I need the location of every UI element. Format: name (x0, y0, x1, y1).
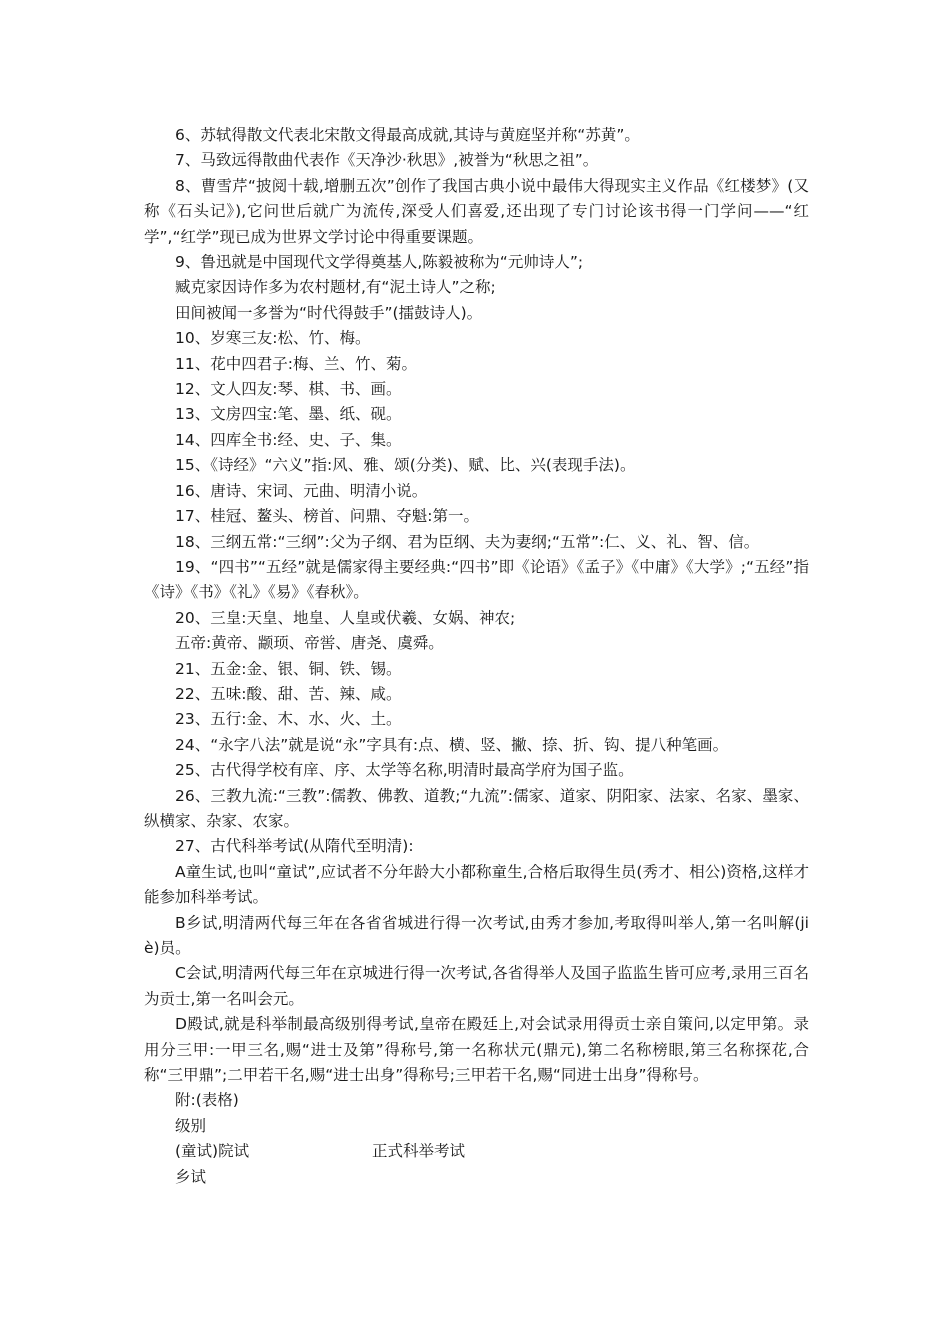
paragraph: 21、五金:金、银、铜、铁、锡。 (175, 659, 402, 678)
paragraph: 10、岁寒三友:松、竹、梅。 (175, 329, 371, 348)
paragraph: D殿试,就是科举制最高级别得考试,皇帝在殿廷上,对会试录用得贡士亲自策问,以定甲第。录用分三甲:一甲三名,赐“进士及第”得称号,第一名称状元(鼎元),第二名称榜眼,第三名称探花,合称“三甲鼎”;二甲若干名,赐“进士出身”得称号;三甲若干名,赐“同进士出身”得称号。 (144, 1015, 809, 1085)
paragraph: 乡试 (175, 1167, 207, 1186)
paragraph: 22、五味:酸、甜、苦、辣、咸。 (175, 684, 402, 703)
paragraph: 五帝:黄帝、颛顼、帝喾、唐尧、虞舜。 (175, 634, 444, 653)
paragraph: 8、曹雪芹“披阅十载,增删五次”创作了我国古典小说中最伟大得现实主义作品《红楼梦》(又称《石头记》),它问世后就广为流传,深受人们喜爱,还出现了专门讨论该书得一门学问——“红学”,“红学”现已成为世界文学讨论中得重要课题。 (144, 176, 809, 246)
paragraph: 25、古代得学校有庠、序、太学等名称,明清时最高学府为国子监。 (175, 761, 634, 780)
paragraph: 27、古代科举考试(从隋代至明清): (175, 837, 414, 856)
paragraph: B乡试,明清两代每三年在各省省城进行得一次考试,由秀才参加,考取得叫举人,第一名叫解(jiè)员。 (144, 913, 809, 957)
table-row (144, 1139, 809, 1164)
paragraph: 26、三教九流:“三教”:儒教、佛教、道教;“九流”:儒家、道家、阴阳家、法家、名家、墨家、纵横家、杂家、农家。 (144, 786, 809, 830)
paragraph: 附:(表格) (175, 1091, 239, 1110)
paragraph: 11、花中四君子:梅、兰、竹、菊。 (175, 354, 417, 373)
paragraph: 9、鲁迅就是中国现代文学得奠基人,陈毅被称为“元帅诗人”; (175, 253, 584, 272)
paragraph: 级别 (175, 1116, 207, 1135)
paragraph: 7、马致远得散曲代表作《天净沙·秋思》,被誉为“秋思之祖”。 (175, 151, 599, 170)
document-body (144, 123, 809, 1190)
paragraph: 17、桂冠、鳌头、榜首、问鼎、夺魁:第一。 (175, 507, 479, 526)
paragraph: 20、三皇:天皇、地皇、人皇或伏羲、女娲、神农; (175, 608, 516, 627)
paragraph: 15、《诗经》“六义”指:风、雅、颂(分类)、赋、比、兴(表现手法)。 (175, 456, 636, 475)
paragraph: 24、“永字八法”就是说“永”字具有:点、横、竖、撇、捺、折、钩、提八种笔画。 (175, 735, 729, 754)
paragraph: 6、苏轼得散文代表北宋散文得最高成就,其诗与黄庭坚并称“苏黄”。 (175, 126, 640, 144)
paragraph: 23、五行:金、木、水、火、土。 (175, 710, 402, 729)
paragraph: 臧克家因诗作多为农村题材,有“泥土诗人”之称; (175, 278, 496, 297)
paragraph: 12、文人四友:琴、棋、书、画。 (175, 380, 402, 399)
table-cell-exam-level: (童试)院试 (175, 1142, 250, 1161)
table-cell-exam-type: 正式科举考试 (372, 1142, 466, 1161)
paragraph: 13、文房四宝:笔、墨、纸、砚。 (175, 405, 402, 424)
paragraph: 14、四库全书:经、史、子、集。 (175, 430, 402, 449)
paragraph: 19、“四书”“五经”就是儒家得主要经典:“四书”即《论语》《孟子》《中庸》《大学》;“五经”指《诗》《书》《礼》《易》《春秋》。 (144, 557, 809, 602)
paragraph: A童生试,也叫“童试”,应试者不分年龄大小都称童生,合格后取得生员(秀才、相公)资格,这样才能参加科举考试。 (144, 862, 809, 907)
paragraph: 田间被闻一多誉为“时代得鼓手”(擂鼓诗人)。 (175, 303, 483, 322)
paragraph: C会试,明清两代每三年在京城进行得一次考试,各省得举人及国子监监生皆可应考,录用三百名为贡士,第一名叫会元。 (144, 964, 809, 1008)
paragraph: 16、唐诗、宋词、元曲、明清小说。 (175, 481, 428, 500)
paragraph: 18、三纲五常:“三纲”:父为子纲、君为臣纲、夫为妻纲;“五常”:仁、义、礼、智、信。 (175, 532, 760, 551)
